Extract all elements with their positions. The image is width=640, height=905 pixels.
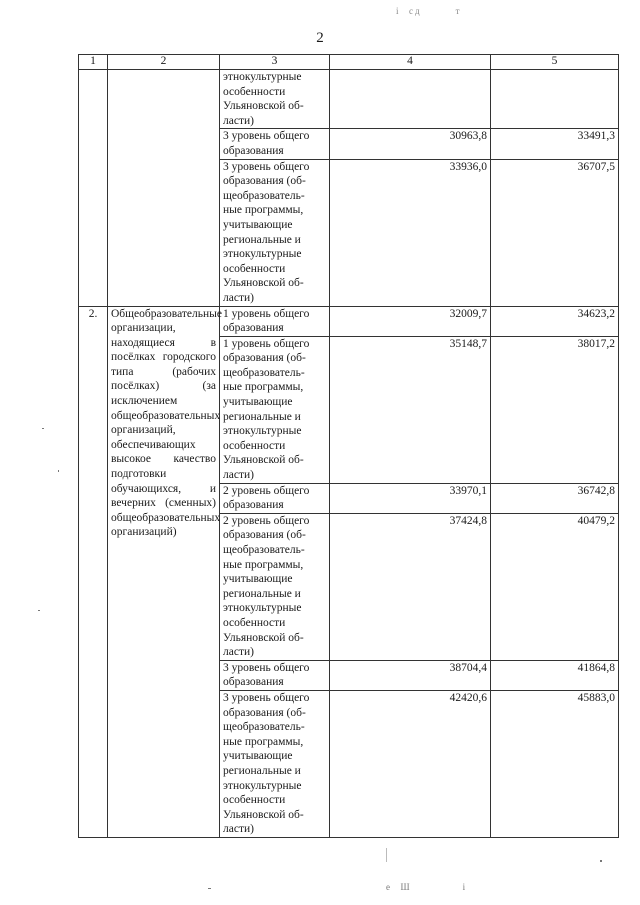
value-col4: 32009,7 bbox=[330, 306, 491, 336]
level-cell: 1 уровень общего образования (об- щеобразователь- ные программы, учитывающие региональные и этнокультурные особенности Ульяновской об- ласти) bbox=[220, 336, 330, 483]
column-header-2: 2 bbox=[108, 55, 220, 70]
scan-speck bbox=[386, 848, 387, 862]
value-col5: 41864,8 bbox=[491, 660, 619, 690]
organization-type-cell: Общеобразовательные организации, находящиеся в посёлках городского типа (рабочих посёлках) (за исключением общеобразовательных организаций, обеспечивающих высокое качество подготовки обучающихся, и вечерних (сменных) общеобразовательных организаций) bbox=[108, 306, 220, 837]
value-col4 bbox=[330, 70, 491, 129]
level-cell: 3 уровень общего образования bbox=[220, 660, 330, 690]
value-col4: 35148,7 bbox=[330, 336, 491, 483]
column-header-3: 3 bbox=[220, 55, 330, 70]
value-col5: 45883,0 bbox=[491, 690, 619, 837]
value-col5 bbox=[491, 70, 619, 129]
page-number: 2 bbox=[316, 30, 324, 46]
value-col4: 30963,8 bbox=[330, 129, 491, 159]
header-scan-marks: і сд т bbox=[396, 6, 462, 16]
table-row bbox=[79, 306, 619, 336]
continued-number-cell bbox=[79, 70, 108, 307]
level-cell: 2 уровень общего образования (об- щеобразователь- ные программы, учитывающие региональные и этнокультурные особенности Ульяновской об- ласти) bbox=[220, 513, 330, 660]
continued-name-cell bbox=[108, 70, 220, 307]
value-col5: 38017,2 bbox=[491, 336, 619, 483]
tariff-table bbox=[78, 54, 619, 838]
value-col4: 42420,6 bbox=[330, 690, 491, 837]
value-col4: 33936,0 bbox=[330, 159, 491, 306]
level-cell: 3 уровень общего образования (об- щеобразователь- ные программы, учитывающие региональные и этнокультурные особенности Ульяновской об- ласти) bbox=[220, 159, 330, 306]
scan-speck bbox=[600, 860, 602, 862]
column-header-4: 4 bbox=[330, 55, 491, 70]
level-cell: 3 уровень общего образования bbox=[220, 129, 330, 159]
column-header-5: 5 bbox=[491, 55, 619, 70]
column-numbers-row bbox=[79, 55, 619, 70]
value-col5: 40479,2 bbox=[491, 513, 619, 660]
scan-speck bbox=[42, 428, 44, 429]
value-col4: 38704,4 bbox=[330, 660, 491, 690]
value-col4: 37424,8 bbox=[330, 513, 491, 660]
row-number-cell: 2. bbox=[79, 306, 108, 837]
level-cell: этнокультурные особенности Ульяновской об- ласти) bbox=[220, 70, 330, 129]
level-cell: 3 уровень общего образования (об- щеобразователь- ные программы, учитывающие региональные и этнокультурные особенности Ульяновской об- ласти) bbox=[220, 690, 330, 837]
scan-speck bbox=[208, 888, 211, 889]
level-cell: 2 уровень общего образования bbox=[220, 483, 330, 513]
value-col4: 33970,1 bbox=[330, 483, 491, 513]
scan-speck bbox=[38, 610, 40, 611]
value-col5: 33491,3 bbox=[491, 129, 619, 159]
value-col5: 36707,5 bbox=[491, 159, 619, 306]
scan-speck bbox=[58, 470, 59, 472]
footer-scan-marks: е Ш і bbox=[386, 882, 468, 892]
value-col5: 34623,2 bbox=[491, 306, 619, 336]
level-cell: 1 уровень общего образования bbox=[220, 306, 330, 336]
table-row bbox=[79, 70, 619, 129]
column-header-1: 1 bbox=[79, 55, 108, 70]
value-col5: 36742,8 bbox=[491, 483, 619, 513]
